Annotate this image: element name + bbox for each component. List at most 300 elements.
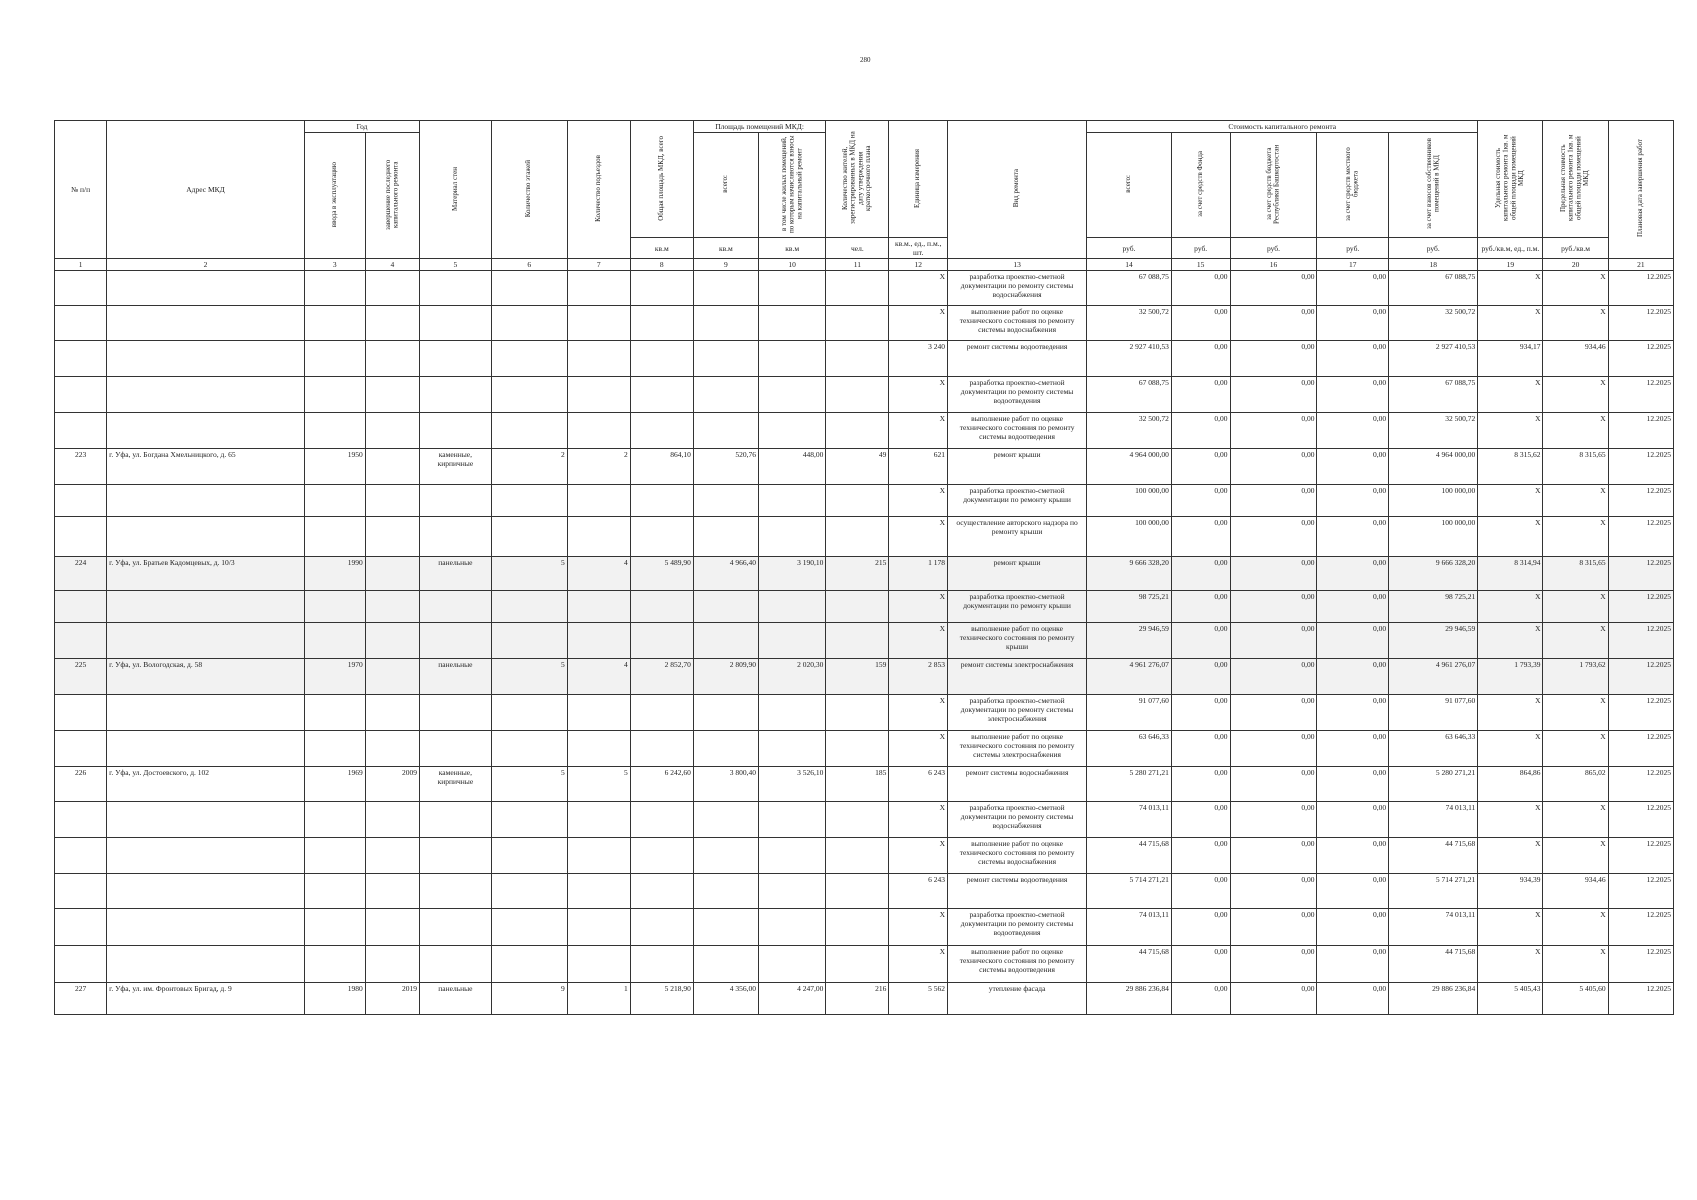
area-all-cell: 3 800,40 bbox=[693, 767, 758, 802]
unit-area-paid: кв.м bbox=[759, 238, 826, 259]
planned-date-cell: 12.2025 bbox=[1608, 341, 1673, 377]
floors-cell bbox=[491, 377, 567, 413]
year-commission-cell bbox=[304, 909, 365, 946]
unit-cost-cell: X bbox=[1478, 485, 1543, 517]
planned-date-cell: 12.2025 bbox=[1608, 623, 1673, 659]
wall-material-cell: панельные bbox=[420, 659, 492, 695]
residents-cell bbox=[826, 874, 889, 909]
total-area-cell bbox=[630, 946, 693, 983]
entrances-cell bbox=[567, 874, 630, 909]
total-cost-cell: 4 964 000,00 bbox=[1087, 449, 1172, 485]
idx-cell: 21 bbox=[1608, 259, 1673, 271]
max-cost-cell: 865,02 bbox=[1543, 767, 1608, 802]
area-all-cell bbox=[693, 802, 758, 838]
column-index-row bbox=[55, 259, 1674, 271]
owners-cell: 63 646,33 bbox=[1389, 731, 1478, 767]
address-cell bbox=[107, 517, 305, 557]
fund-cell: 0,00 bbox=[1171, 695, 1230, 731]
address-cell bbox=[107, 591, 305, 623]
residents-cell bbox=[826, 838, 889, 874]
table-row bbox=[55, 449, 1674, 485]
unit-cell: 5 562 bbox=[889, 983, 948, 1015]
col-max-cost-header: Предельная стоимость капитального ремонта 1кв. м общей площади помещений МКД bbox=[1543, 121, 1608, 238]
total-cost-cell: 67 088,75 bbox=[1087, 271, 1172, 306]
owners-cell: 44 715,68 bbox=[1389, 838, 1478, 874]
area-paid-cell bbox=[759, 306, 826, 341]
year-last-repair-cell bbox=[365, 874, 419, 909]
unit-cost-cell: 864,86 bbox=[1478, 767, 1543, 802]
max-cost-cell: X bbox=[1543, 695, 1608, 731]
entrances-cell bbox=[567, 306, 630, 341]
year-commission-cell: 1950 bbox=[304, 449, 365, 485]
row-number bbox=[55, 623, 107, 659]
col-year-commission-header: ввода в эксплуатацию bbox=[304, 133, 365, 259]
entrances-cell bbox=[567, 838, 630, 874]
total-area-cell: 5 489,90 bbox=[630, 557, 693, 591]
table-row bbox=[55, 802, 1674, 838]
fund-cell: 0,00 bbox=[1171, 413, 1230, 449]
budget-local-cell: 0,00 bbox=[1317, 838, 1389, 874]
total-cost-cell: 98 725,21 bbox=[1087, 591, 1172, 623]
total-cost-cell: 29 946,59 bbox=[1087, 623, 1172, 659]
idx-cell: 12 bbox=[889, 259, 948, 271]
address-cell bbox=[107, 271, 305, 306]
address-cell bbox=[107, 909, 305, 946]
table-row bbox=[55, 695, 1674, 731]
total-cost-cell: 44 715,68 bbox=[1087, 838, 1172, 874]
work-type-cell: утепление фасада bbox=[948, 983, 1087, 1015]
area-all-cell bbox=[693, 517, 758, 557]
row-number bbox=[55, 909, 107, 946]
year-last-repair-cell bbox=[365, 413, 419, 449]
idx-cell: 6 bbox=[491, 259, 567, 271]
unit-cost-cell: 8 314,94 bbox=[1478, 557, 1543, 591]
col-address-header: Адрес МКД bbox=[107, 121, 305, 259]
total-cost-cell: 74 013,11 bbox=[1087, 909, 1172, 946]
row-number bbox=[55, 341, 107, 377]
unit-cell: X bbox=[889, 306, 948, 341]
total-cost-cell: 5 280 271,21 bbox=[1087, 767, 1172, 802]
year-commission-cell bbox=[304, 517, 365, 557]
col-year-last-repair-header: завершение последнего капитального ремонта bbox=[365, 133, 419, 259]
year-last-repair-cell bbox=[365, 591, 419, 623]
address-cell bbox=[107, 485, 305, 517]
year-commission-cell bbox=[304, 485, 365, 517]
fund-cell: 0,00 bbox=[1171, 838, 1230, 874]
year-last-repair-cell bbox=[365, 306, 419, 341]
unit-cost-cell: 5 405,43 bbox=[1478, 983, 1543, 1015]
floors-cell: 5 bbox=[491, 659, 567, 695]
floors-cell: 5 bbox=[491, 767, 567, 802]
owners-cell: 4 961 276,07 bbox=[1389, 659, 1478, 695]
total-cost-cell: 2 927 410,53 bbox=[1087, 341, 1172, 377]
planned-date-cell: 12.2025 bbox=[1608, 731, 1673, 767]
work-type-cell: разработка проектно-сметной документации по ремонту системы водоснабжения bbox=[948, 271, 1087, 306]
budget-rb-cell: 0,00 bbox=[1230, 341, 1317, 377]
budget-local-cell: 0,00 bbox=[1317, 767, 1389, 802]
idx-cell: 20 bbox=[1543, 259, 1608, 271]
wall-material-cell bbox=[420, 623, 492, 659]
work-type-cell: выполнение работ по оценке технического состояния по ремонту крыши bbox=[948, 623, 1087, 659]
planned-date-cell: 12.2025 bbox=[1608, 909, 1673, 946]
max-cost-cell: 8 315,65 bbox=[1543, 557, 1608, 591]
area-group-header: Площадь помещений МКД: bbox=[693, 121, 826, 133]
planned-date-cell: 12.2025 bbox=[1608, 306, 1673, 341]
unit-total-area: кв.м bbox=[630, 238, 693, 259]
unit-cost-cell: X bbox=[1478, 946, 1543, 983]
budget-rb-cell: 0,00 bbox=[1230, 767, 1317, 802]
fund-cell: 0,00 bbox=[1171, 449, 1230, 485]
wall-material-cell: панельные bbox=[420, 557, 492, 591]
residents-cell bbox=[826, 731, 889, 767]
max-cost-cell: X bbox=[1543, 946, 1608, 983]
unit-cell: X bbox=[889, 377, 948, 413]
col-unit-header: Единица измерения bbox=[889, 121, 948, 238]
max-cost-cell: 8 315,65 bbox=[1543, 449, 1608, 485]
budget-local-cell: 0,00 bbox=[1317, 591, 1389, 623]
year-last-repair-cell bbox=[365, 659, 419, 695]
area-all-cell bbox=[693, 909, 758, 946]
area-all-cell: 2 809,90 bbox=[693, 659, 758, 695]
max-cost-cell: X bbox=[1543, 271, 1608, 306]
floors-cell: 5 bbox=[491, 557, 567, 591]
col-floors-header: Количество этажей bbox=[491, 121, 567, 259]
year-commission-cell: 1990 bbox=[304, 557, 365, 591]
area-paid-cell bbox=[759, 591, 826, 623]
table-row bbox=[55, 983, 1674, 1015]
budget-local-cell: 0,00 bbox=[1317, 517, 1389, 557]
residents-cell bbox=[826, 623, 889, 659]
budget-rb-cell: 0,00 bbox=[1230, 591, 1317, 623]
residents-cell bbox=[826, 802, 889, 838]
table-row bbox=[55, 946, 1674, 983]
max-cost-cell: X bbox=[1543, 802, 1608, 838]
budget-rb-cell: 0,00 bbox=[1230, 623, 1317, 659]
unit-cell: X bbox=[889, 731, 948, 767]
budget-local-cell: 0,00 bbox=[1317, 377, 1389, 413]
residents-cell bbox=[826, 485, 889, 517]
fund-cell: 0,00 bbox=[1171, 377, 1230, 413]
idx-cell: 7 bbox=[567, 259, 630, 271]
wall-material-cell bbox=[420, 946, 492, 983]
wall-material-cell bbox=[420, 591, 492, 623]
wall-material-cell bbox=[420, 341, 492, 377]
area-paid-cell: 4 247,00 bbox=[759, 983, 826, 1015]
total-area-cell bbox=[630, 271, 693, 306]
budget-rb-cell: 0,00 bbox=[1230, 306, 1317, 341]
total-cost-cell: 91 077,60 bbox=[1087, 695, 1172, 731]
floors-cell bbox=[491, 413, 567, 449]
area-paid-cell bbox=[759, 946, 826, 983]
fund-cell: 0,00 bbox=[1171, 983, 1230, 1015]
idx-cell: 1 bbox=[55, 259, 107, 271]
total-area-cell bbox=[630, 731, 693, 767]
budget-rb-cell: 0,00 bbox=[1230, 802, 1317, 838]
entrances-cell: 4 bbox=[567, 557, 630, 591]
unit-cost-cell: X bbox=[1478, 377, 1543, 413]
col-work-header: Вид ремонта bbox=[948, 121, 1087, 259]
entrances-cell bbox=[567, 802, 630, 838]
area-paid-cell bbox=[759, 731, 826, 767]
area-paid-cell bbox=[759, 874, 826, 909]
total-cost-cell: 44 715,68 bbox=[1087, 946, 1172, 983]
total-area-cell bbox=[630, 377, 693, 413]
area-all-cell bbox=[693, 591, 758, 623]
row-number bbox=[55, 271, 107, 306]
table-row bbox=[55, 659, 1674, 695]
unit-cell: 3 240 bbox=[889, 341, 948, 377]
max-cost-cell: X bbox=[1543, 623, 1608, 659]
planned-date-cell: 12.2025 bbox=[1608, 802, 1673, 838]
entrances-cell bbox=[567, 271, 630, 306]
idx-cell: 4 bbox=[365, 259, 419, 271]
entrances-cell bbox=[567, 946, 630, 983]
owners-cell: 67 088,75 bbox=[1389, 271, 1478, 306]
entrances-cell bbox=[567, 341, 630, 377]
address-cell: г. Уфа, ул. им. Фронтовых Бригад, д. 9 bbox=[107, 983, 305, 1015]
year-last-repair-cell bbox=[365, 517, 419, 557]
entrances-cell bbox=[567, 623, 630, 659]
table-row bbox=[55, 341, 1674, 377]
work-type-cell: ремонт системы водоотведения bbox=[948, 874, 1087, 909]
year-commission-cell bbox=[304, 874, 365, 909]
year-commission-cell bbox=[304, 946, 365, 983]
total-area-cell bbox=[630, 874, 693, 909]
planned-date-cell: 12.2025 bbox=[1608, 591, 1673, 623]
total-area-cell bbox=[630, 591, 693, 623]
col-total-area-header: Общая площадь МКД, всего bbox=[630, 121, 693, 238]
unit-owners: руб. bbox=[1389, 238, 1478, 259]
total-cost-cell: 5 714 271,21 bbox=[1087, 874, 1172, 909]
unit-cost-cell: X bbox=[1478, 731, 1543, 767]
idx-cell: 5 bbox=[420, 259, 492, 271]
residents-cell bbox=[826, 271, 889, 306]
planned-date-cell: 12.2025 bbox=[1608, 557, 1673, 591]
table-row bbox=[55, 623, 1674, 659]
planned-date-cell: 12.2025 bbox=[1608, 449, 1673, 485]
budget-rb-cell: 0,00 bbox=[1230, 271, 1317, 306]
unit-cost-cell: X bbox=[1478, 306, 1543, 341]
residents-cell bbox=[826, 591, 889, 623]
work-type-cell: выполнение работ по оценке технического состояния по ремонту системы водоотведения bbox=[948, 413, 1087, 449]
area-all-cell bbox=[693, 623, 758, 659]
total-cost-cell: 67 088,75 bbox=[1087, 377, 1172, 413]
unit-budget-rb: руб. bbox=[1230, 238, 1317, 259]
budget-local-cell: 0,00 bbox=[1317, 983, 1389, 1015]
budget-local-cell: 0,00 bbox=[1317, 623, 1389, 659]
col-area-paid-header: в том числе жилых помещений, по которым начисляются взносы на капитальный ремонт bbox=[759, 133, 826, 238]
max-cost-cell: X bbox=[1543, 485, 1608, 517]
total-area-cell bbox=[630, 695, 693, 731]
table-row bbox=[55, 874, 1674, 909]
work-type-cell: разработка проектно-сметной документации по ремонту системы водоотведения bbox=[948, 377, 1087, 413]
area-paid-cell: 3 190,10 bbox=[759, 557, 826, 591]
residents-cell: 185 bbox=[826, 767, 889, 802]
area-paid-cell bbox=[759, 517, 826, 557]
wall-material-cell bbox=[420, 731, 492, 767]
floors-cell bbox=[491, 306, 567, 341]
planned-date-cell: 12.2025 bbox=[1608, 659, 1673, 695]
year-group-header: Год bbox=[304, 121, 419, 133]
max-cost-cell: X bbox=[1543, 377, 1608, 413]
total-area-cell bbox=[630, 485, 693, 517]
unit-area-all: кв.м bbox=[693, 238, 758, 259]
idx-cell: 13 bbox=[948, 259, 1087, 271]
idx-cell: 14 bbox=[1087, 259, 1172, 271]
fund-cell: 0,00 bbox=[1171, 623, 1230, 659]
work-type-cell: ремонт системы водоотведения bbox=[948, 341, 1087, 377]
work-type-cell: осуществление авторского надзора по ремонту крыши bbox=[948, 517, 1087, 557]
unit-budget-local: руб. bbox=[1317, 238, 1389, 259]
year-last-repair-cell bbox=[365, 341, 419, 377]
planned-date-cell: 12.2025 bbox=[1608, 874, 1673, 909]
work-type-cell: разработка проектно-сметной документации по ремонту системы водоснабжения bbox=[948, 802, 1087, 838]
area-paid-cell bbox=[759, 838, 826, 874]
total-area-cell bbox=[630, 909, 693, 946]
total-cost-cell: 100 000,00 bbox=[1087, 517, 1172, 557]
entrances-cell bbox=[567, 591, 630, 623]
table-row bbox=[55, 557, 1674, 591]
budget-rb-cell: 0,00 bbox=[1230, 377, 1317, 413]
area-paid-cell bbox=[759, 802, 826, 838]
wall-material-cell bbox=[420, 802, 492, 838]
table-body bbox=[55, 271, 1674, 1015]
year-commission-cell: 1970 bbox=[304, 659, 365, 695]
floors-cell bbox=[491, 341, 567, 377]
fund-cell: 0,00 bbox=[1171, 767, 1230, 802]
planned-date-cell: 12.2025 bbox=[1608, 695, 1673, 731]
fund-cell: 0,00 bbox=[1171, 557, 1230, 591]
owners-cell: 32 500,72 bbox=[1389, 306, 1478, 341]
planned-date-cell: 12.2025 bbox=[1608, 946, 1673, 983]
unit-cost-cell: X bbox=[1478, 623, 1543, 659]
col-area-all-header: всего: bbox=[693, 133, 758, 238]
work-type-cell: разработка проектно-сметной документации по ремонту крыши bbox=[948, 485, 1087, 517]
work-type-cell: ремонт системы электроснабжения bbox=[948, 659, 1087, 695]
budget-rb-cell: 0,00 bbox=[1230, 449, 1317, 485]
residents-cell bbox=[826, 413, 889, 449]
unit-cell: X bbox=[889, 946, 948, 983]
unit-cost-cell: X bbox=[1478, 517, 1543, 557]
entrances-cell bbox=[567, 695, 630, 731]
year-last-repair-cell bbox=[365, 485, 419, 517]
wall-material-cell: панельные bbox=[420, 983, 492, 1015]
residents-cell: 215 bbox=[826, 557, 889, 591]
area-all-cell: 4 356,00 bbox=[693, 983, 758, 1015]
table-row bbox=[55, 909, 1674, 946]
unit-cell: 6 243 bbox=[889, 767, 948, 802]
address-cell bbox=[107, 695, 305, 731]
unit-cell: 2 853 bbox=[889, 659, 948, 695]
unit-cell: X bbox=[889, 802, 948, 838]
max-cost-cell: X bbox=[1543, 306, 1608, 341]
unit-cost-cell: X bbox=[1478, 413, 1543, 449]
idx-cell: 17 bbox=[1317, 259, 1389, 271]
address-cell bbox=[107, 377, 305, 413]
wall-material-cell bbox=[420, 874, 492, 909]
year-last-repair-cell bbox=[365, 946, 419, 983]
year-commission-cell bbox=[304, 591, 365, 623]
floors-cell bbox=[491, 271, 567, 306]
planned-date-cell: 12.2025 bbox=[1608, 983, 1673, 1015]
work-type-cell: выполнение работ по оценке технического состояния по ремонту системы электроснабжения bbox=[948, 731, 1087, 767]
residents-cell: 159 bbox=[826, 659, 889, 695]
owners-cell: 29 886 236,84 bbox=[1389, 983, 1478, 1015]
budget-local-cell: 0,00 bbox=[1317, 485, 1389, 517]
idx-cell: 8 bbox=[630, 259, 693, 271]
entrances-cell: 5 bbox=[567, 767, 630, 802]
unit-cell: X bbox=[889, 271, 948, 306]
area-all-cell bbox=[693, 377, 758, 413]
floors-cell bbox=[491, 731, 567, 767]
unit-measure: кв.м., ед., п.м., шт. bbox=[889, 238, 948, 259]
year-commission-cell bbox=[304, 802, 365, 838]
budget-rb-cell: 0,00 bbox=[1230, 909, 1317, 946]
address-cell: г. Уфа, ул. Братьев Кадомцевых, д. 10/3 bbox=[107, 557, 305, 591]
budget-rb-cell: 0,00 bbox=[1230, 874, 1317, 909]
total-area-cell bbox=[630, 623, 693, 659]
residents-cell bbox=[826, 909, 889, 946]
residents-cell bbox=[826, 695, 889, 731]
total-area-cell: 5 218,90 bbox=[630, 983, 693, 1015]
total-area-cell: 864,10 bbox=[630, 449, 693, 485]
budget-local-cell: 0,00 bbox=[1317, 802, 1389, 838]
max-cost-cell: 934,46 bbox=[1543, 341, 1608, 377]
owners-cell: 98 725,21 bbox=[1389, 591, 1478, 623]
max-cost-cell: X bbox=[1543, 909, 1608, 946]
max-cost-cell: X bbox=[1543, 591, 1608, 623]
wall-material-cell: каменные, кирпичные bbox=[420, 449, 492, 485]
col-budget-local-header: за счет средств местного бюджета bbox=[1317, 133, 1389, 238]
unit-max-cost: руб./кв.м bbox=[1543, 238, 1608, 259]
cost-group-header: Стоимость капитального ремонта bbox=[1087, 121, 1478, 133]
area-paid-cell bbox=[759, 341, 826, 377]
entrances-cell bbox=[567, 909, 630, 946]
budget-rb-cell: 0,00 bbox=[1230, 485, 1317, 517]
budget-rb-cell: 0,00 bbox=[1230, 838, 1317, 874]
floors-cell bbox=[491, 909, 567, 946]
col-fund-header: за счет средств Фонда bbox=[1171, 133, 1230, 238]
budget-local-cell: 0,00 bbox=[1317, 306, 1389, 341]
area-all-cell bbox=[693, 695, 758, 731]
idx-cell: 2 bbox=[107, 259, 305, 271]
table-row bbox=[55, 271, 1674, 306]
address-cell bbox=[107, 874, 305, 909]
max-cost-cell: 934,46 bbox=[1543, 874, 1608, 909]
area-all-cell bbox=[693, 731, 758, 767]
table-row bbox=[55, 767, 1674, 802]
owners-cell: 4 964 000,00 bbox=[1389, 449, 1478, 485]
idx-cell: 3 bbox=[304, 259, 365, 271]
unit-cell: X bbox=[889, 909, 948, 946]
floors-cell bbox=[491, 695, 567, 731]
table-row bbox=[55, 838, 1674, 874]
year-commission-cell: 1980 bbox=[304, 983, 365, 1015]
page-number: 280 bbox=[860, 56, 871, 64]
unit-cell: 6 243 bbox=[889, 874, 948, 909]
unit-cost-cell: X bbox=[1478, 838, 1543, 874]
planned-date-cell: 12.2025 bbox=[1608, 377, 1673, 413]
budget-local-cell: 0,00 bbox=[1317, 271, 1389, 306]
year-commission-cell bbox=[304, 731, 365, 767]
row-number: 224 bbox=[55, 557, 107, 591]
work-type-cell: выполнение работ по оценке технического состояния по ремонту системы водоснабжения bbox=[948, 838, 1087, 874]
floors-cell bbox=[491, 802, 567, 838]
fund-cell: 0,00 bbox=[1171, 517, 1230, 557]
planned-date-cell: 12.2025 bbox=[1608, 838, 1673, 874]
unit-cost-cell: X bbox=[1478, 271, 1543, 306]
area-paid-cell bbox=[759, 271, 826, 306]
